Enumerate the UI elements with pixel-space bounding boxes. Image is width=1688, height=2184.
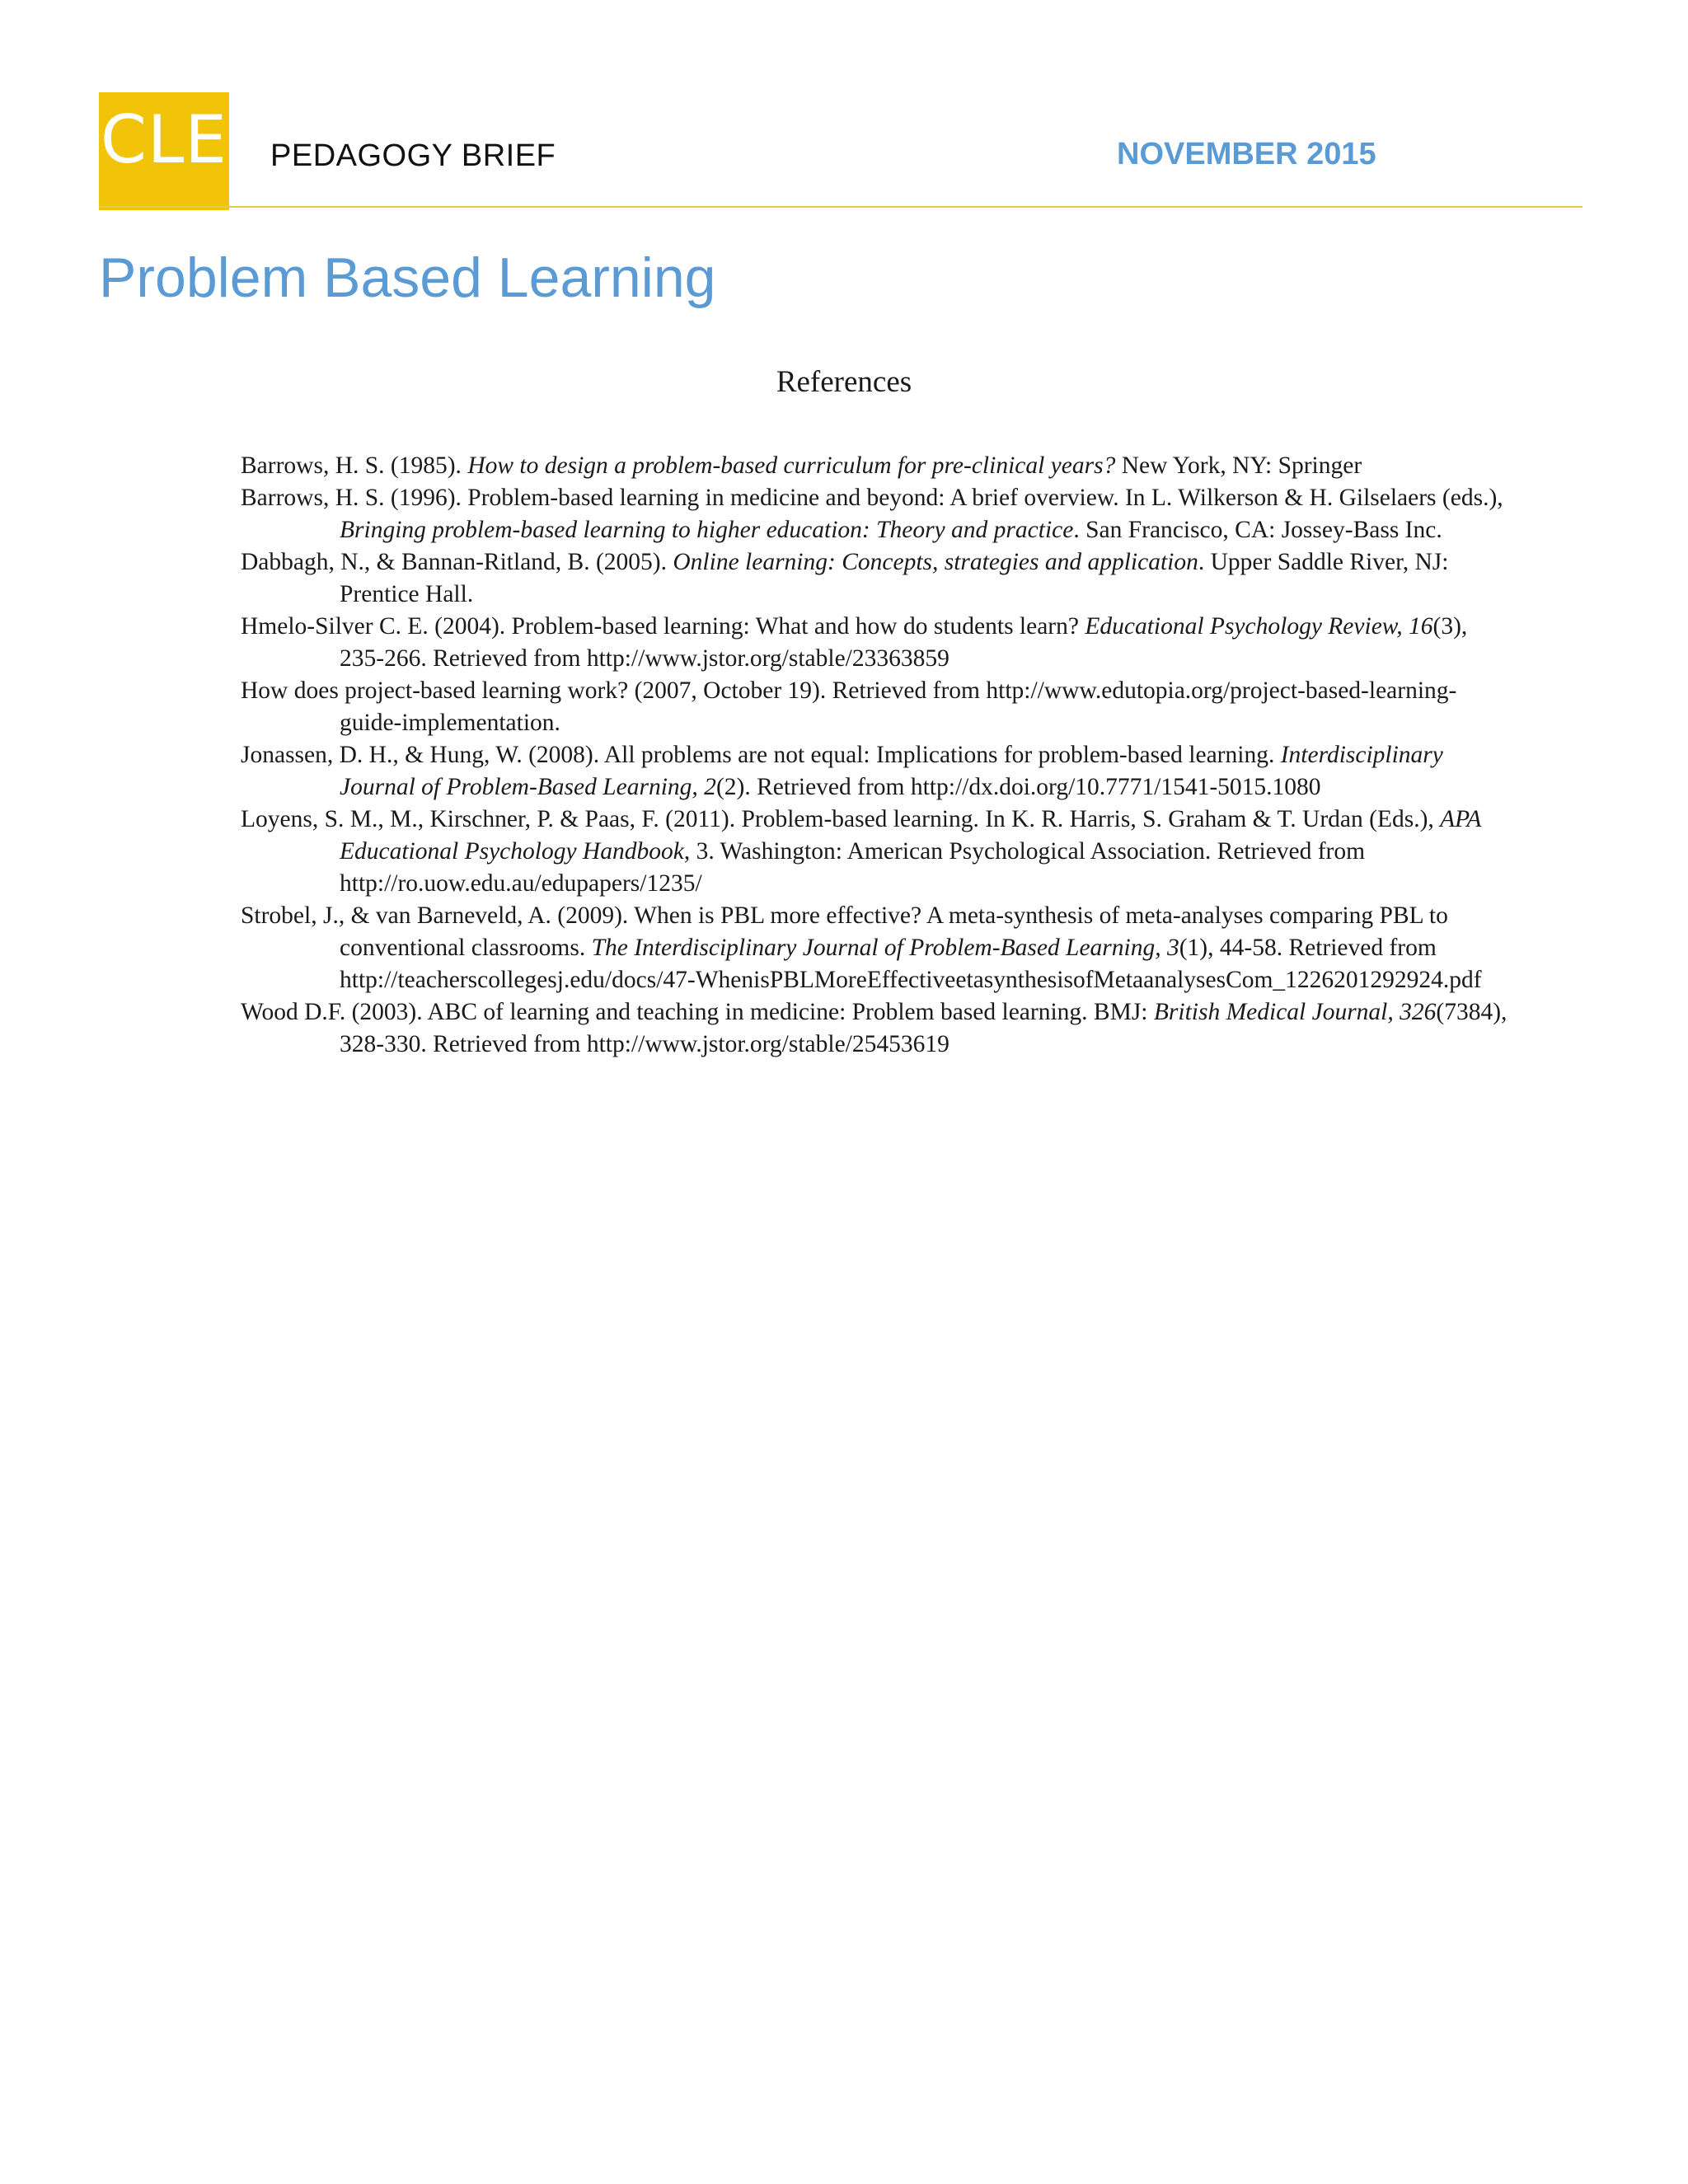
header-divider [99, 206, 1582, 208]
reference-item: Barrows, H. S. (1985). How to design a problem-based curriculum for pre-clinical years? New York, NY: Springer [241, 452, 1362, 479]
references-list [241, 450, 1510, 1061]
reference-item: Barrows, H. S. (1996). Problem-based learning in medicine and beyond: A brief overview. In L. Wilkerson & H. Gilselaers (eds.), Bringing problem-based learning to higher education: Theory and practice. San Francisco, CA: Jossey-Bass Inc. [241, 485, 1503, 543]
reference-item: Hmelo-Silver C. E. (2004). Problem-based learning: What and how do students learn? Educational Psychology Review, 16(3), 235-266. Retrieved from http://www.jstor.org/stable/23363859 [241, 613, 1468, 672]
page-title: Problem Based Learning [99, 246, 716, 309]
reference-item: How does project-based learning work? (2007, October 19). Retrieved from http://www.edutopia.org/project-based-learning- guide-implementation. [241, 677, 1457, 736]
issue-date: NOVEMBER 2015 [1117, 137, 1376, 171]
logo-text: CLE [101, 101, 227, 178]
references-heading: References [776, 365, 912, 399]
reference-item: Jonassen, D. H., & Hung, W. (2008). All problems are not equal: Implications for problem-based learning. Interdisciplinary Journal of Problem-Based Learning, 2(2). Retrieved from http://dx.doi.org/10.7771/1541-5015.1080 [241, 742, 1443, 800]
cle-logo [99, 92, 229, 210]
brief-label: PEDAGOGY BRIEF [270, 138, 556, 173]
reference-item: Loyens, S. M., M., Kirschner, P. & Paas, F. (2011). Problem-based learning. In K. R. Harris, S. Graham & T. Urdan (Eds.), APA Educational Psychology Handbook, 3. Washington: American Psychological Association. Retrieved from http://ro.uow.edu.au/edupapers/1235/ [241, 806, 1481, 897]
reference-item: Wood D.F. (2003). ABC of learning and teaching in medicine: Problem based learning. BMJ: British Medical Journal, 326(7384), 328-330. Retrieved from http://www.jstor.org/stable/25453619 [241, 999, 1507, 1057]
reference-item: Dabbagh, N., & Bannan-Ritland, B. (2005). Online learning: Concepts, strategies and application. Upper Saddle River, NJ: Prentice Hall. [241, 549, 1449, 607]
reference-item: Strobel, J., & van Barneveld, A. (2009). When is PBL more effective? A meta-synthesis of meta-analyses comparing PBL to conventional classrooms. The Interdisciplinary Journal of Problem-Based Learning, 3(1), 44-58. Retrieved from http://teacherscollegesj.edu/docs/47-WhenisPBLMoreEffectiveetasynthesisofMetaanalysesCom_1226201292924.pdf [241, 902, 1482, 993]
